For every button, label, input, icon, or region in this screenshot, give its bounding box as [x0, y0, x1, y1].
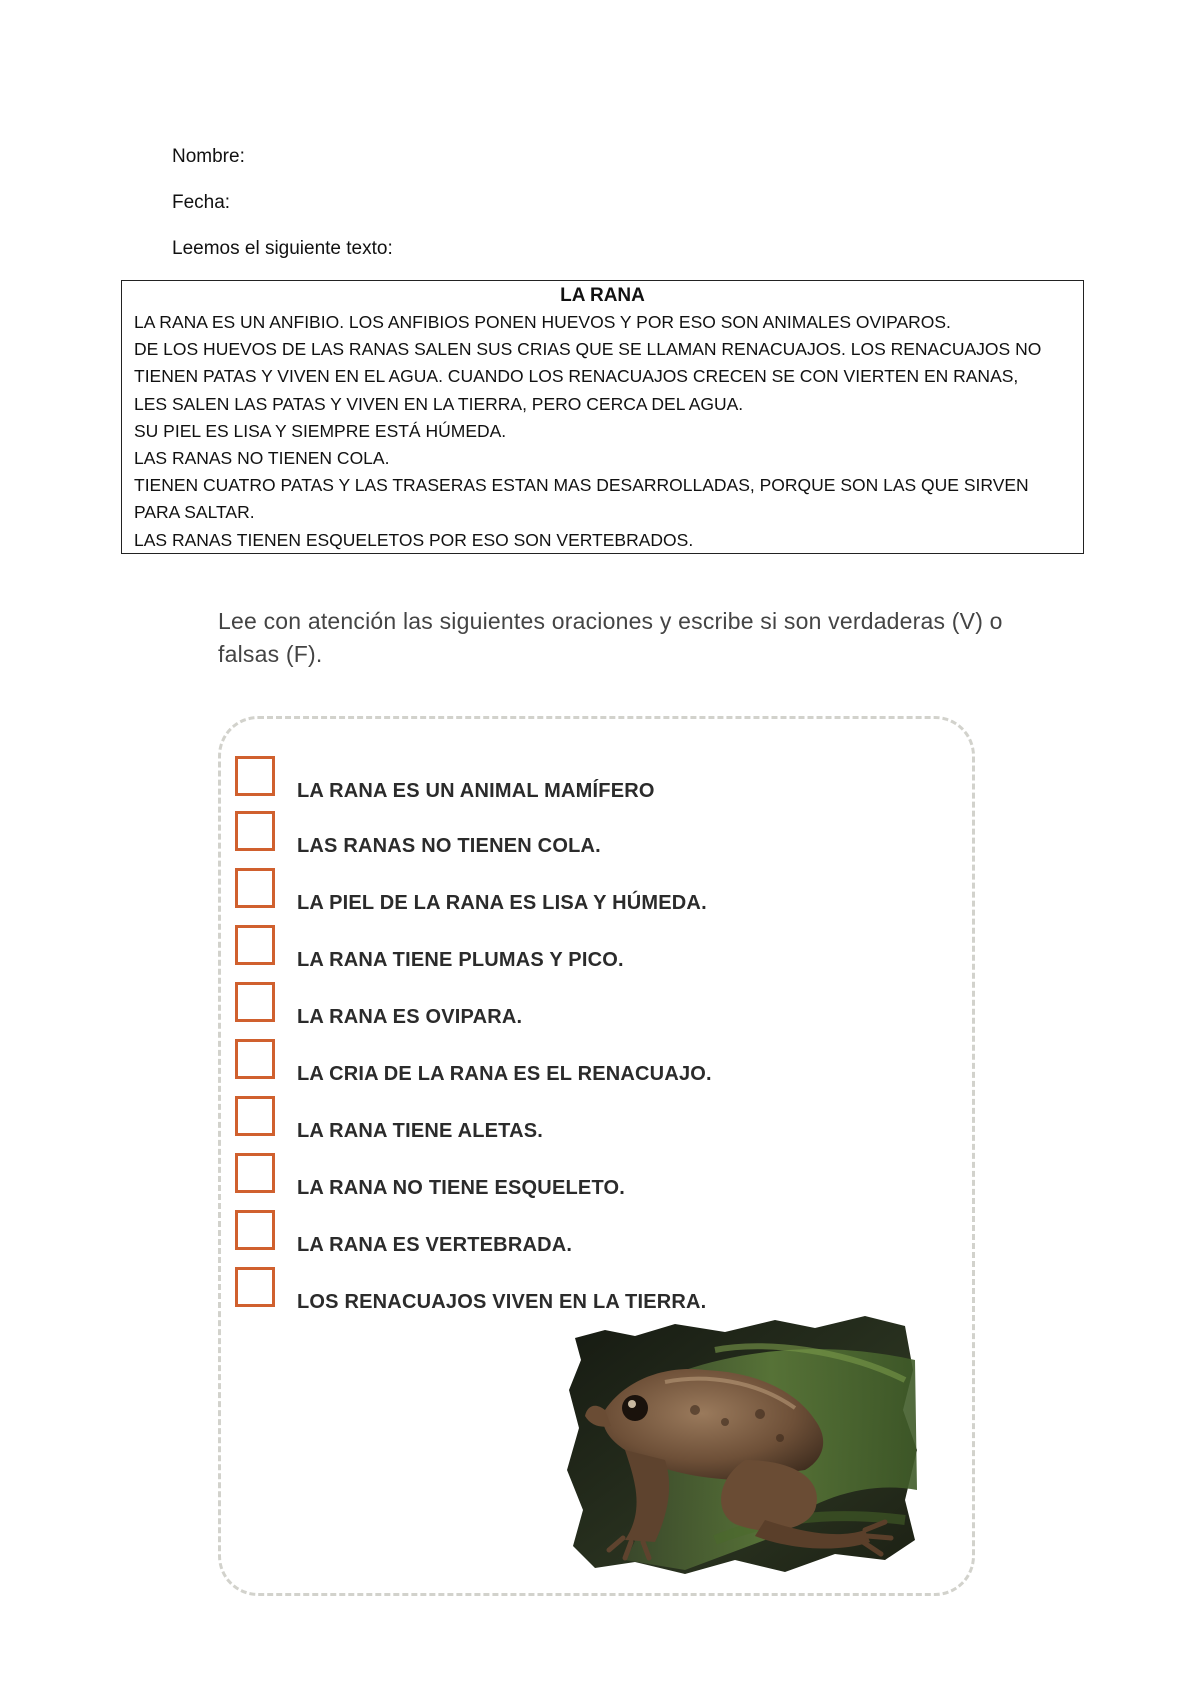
reading-text-box — [121, 280, 1084, 554]
quiz-item — [235, 811, 955, 857]
answer-box[interactable] — [235, 1267, 275, 1307]
reading-line: DE LOS HUEVOS DE LAS RANAS SALEN SUS CRIAS QUE SE LLAMAN RENACUAJOS. LOS RENACUAJOS NO — [134, 339, 1042, 360]
statement-text: LA RANA NO TIENE ESQUELETO. — [297, 1177, 626, 1199]
quiz-item — [235, 1153, 955, 1199]
statement-text: LOS RENACUAJOS VIVEN EN LA TIERRA. — [297, 1291, 707, 1313]
reading-line: LAS RANAS TIENEN ESQUELETOS POR ESO SON VERTEBRADOS. — [134, 529, 694, 550]
answer-box[interactable] — [235, 925, 275, 965]
frog-photo — [565, 1310, 920, 1580]
statement-text: LA CRIA DE LA RANA ES EL RENACUAJO. — [297, 1063, 712, 1085]
reading-line: LA RANA ES UN ANFIBIO. LOS ANFIBIOS PONEN HUEVOS Y POR ESO SON ANIMALES OVIPAROS. — [134, 312, 951, 332]
quiz-item — [235, 1267, 955, 1313]
answer-box[interactable] — [235, 982, 275, 1022]
reading-title: LA RANA — [560, 285, 645, 306]
reading-line: SU PIEL ES LISA Y SIEMPRE ESTÁ HÚMEDA. — [134, 420, 507, 441]
statement-text: LA RANA TIENE PLUMAS Y PICO. — [297, 949, 624, 971]
quiz-item — [235, 868, 955, 914]
statement-text: LAS RANAS NO TIENEN COLA. — [297, 835, 601, 857]
quiz-item — [235, 925, 955, 971]
reading-line: LES SALEN LAS PATAS Y VIVEN EN LA TIERRA, PERO CERCA DEL AGUA. — [134, 393, 744, 414]
reading-line: PARA SALTAR. — [134, 502, 255, 523]
answer-box[interactable] — [235, 1153, 275, 1193]
quiz-item — [235, 1210, 955, 1256]
answer-box[interactable] — [235, 1210, 275, 1250]
quiz-item — [235, 1096, 955, 1142]
quiz-item — [235, 982, 955, 1028]
statement-text: LA RANA ES OVIPARA. — [297, 1006, 523, 1028]
fecha-label: Fecha: — [172, 192, 231, 213]
quiz-item — [235, 756, 955, 802]
reading-intro: Leemos el siguiente texto: — [172, 238, 393, 259]
reading-line: LAS RANAS NO TIENEN COLA. — [134, 448, 390, 469]
nombre-label: Nombre: — [172, 146, 245, 167]
answer-box[interactable] — [235, 868, 275, 908]
statement-text: LA RANA TIENE ALETAS. — [297, 1120, 544, 1142]
answer-box[interactable] — [235, 1096, 275, 1136]
reading-line: TIENEN PATAS Y VIVEN EN EL AGUA. CUANDO LOS RENACUAJOS CRECEN SE CON VIERTEN EN RANAS, — [134, 366, 1019, 387]
quiz-item — [235, 1039, 955, 1085]
answer-box[interactable] — [235, 756, 275, 796]
statement-text: LA PIEL DE LA RANA ES LISA Y HÚMEDA. — [297, 892, 707, 914]
statement-text: LA RANA ES UN ANIMAL MAMÍFERO — [297, 780, 655, 802]
instruction-text: Lee con atención las siguientes oraciones y escribe si son verdaderas (V) o falsas (F). — [218, 608, 1003, 667]
statement-text: LA RANA ES VERTEBRADA. — [297, 1234, 573, 1256]
answer-box[interactable] — [235, 811, 275, 851]
reading-line: TIENEN CUATRO PATAS Y LAS TRASERAS ESTAN MAS DESARROLLADAS, PORQUE SON LAS QUE SIRVEN — [134, 475, 1029, 496]
answer-box[interactable] — [235, 1039, 275, 1079]
